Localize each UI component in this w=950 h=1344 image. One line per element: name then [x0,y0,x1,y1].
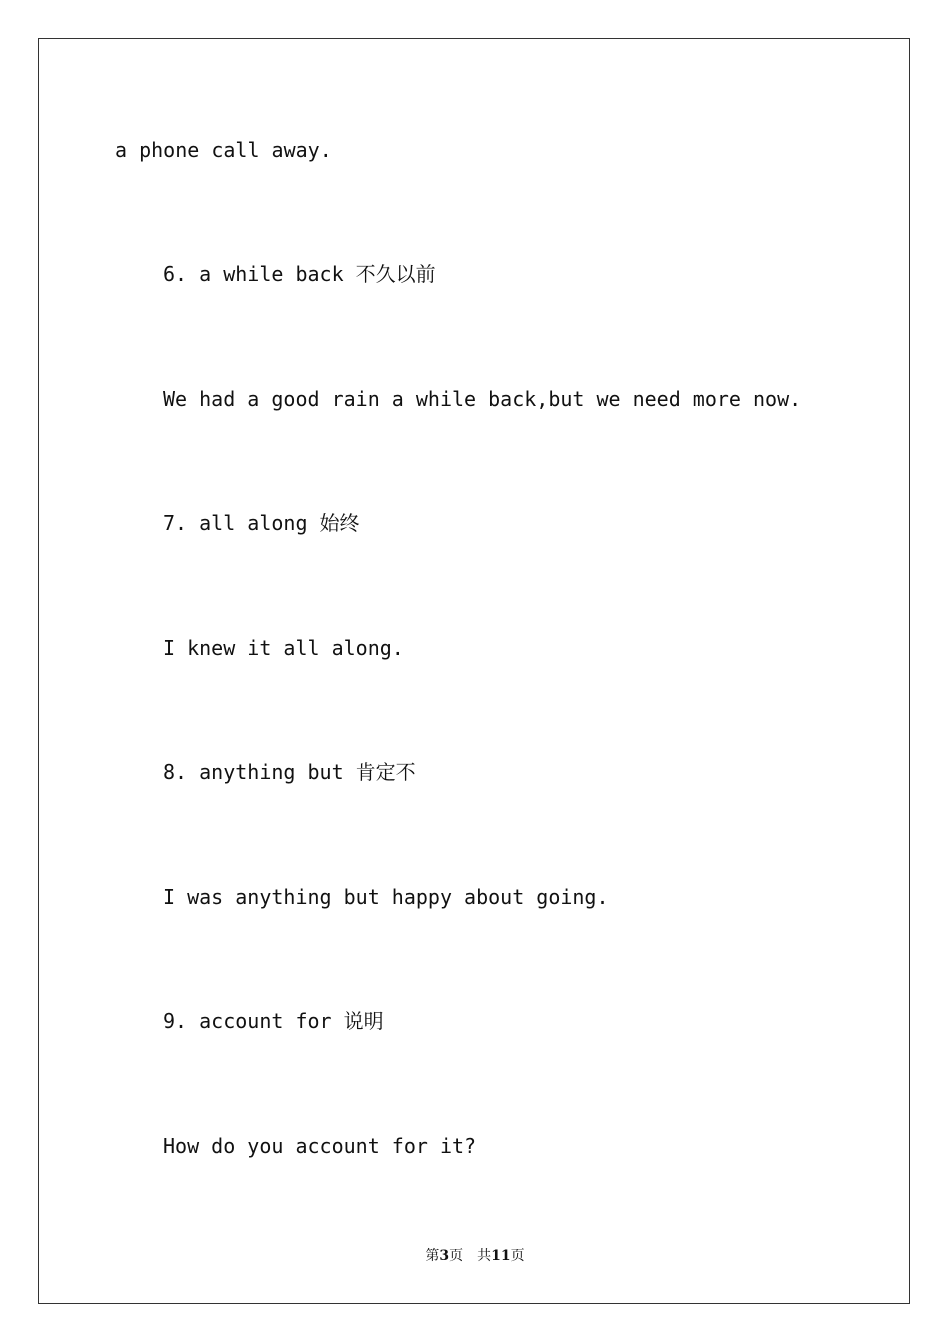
example-sentence-8: I was anything but happy about going. [163,885,609,909]
page-frame [38,38,910,1304]
example-sentence-7: I knew it all along. [163,636,404,660]
page-suffix: 页 [449,1248,464,1264]
page-prefix: 第 [425,1248,440,1264]
phrase-heading-7: 7. all along 始终 [163,511,360,535]
page-footer [0,1246,950,1266]
example-sentence-6: We had a good rain a while back,but we need more now. [163,387,802,411]
phrase-heading-6: 6. a while back 不久以前 [163,262,436,286]
phrase-heading-8: 8. anything but 肯定不 [163,760,416,784]
page-number: 3 [439,1248,450,1264]
total-pages: 11 [491,1248,511,1264]
example-sentence-9: How do you account for it? [163,1134,477,1158]
text-line-continuation: a phone call away. [115,138,332,162]
total-suffix: 页 [510,1248,525,1264]
phrase-heading-9: 9. account for 说明 [163,1009,384,1033]
total-prefix: 共 [477,1248,492,1264]
